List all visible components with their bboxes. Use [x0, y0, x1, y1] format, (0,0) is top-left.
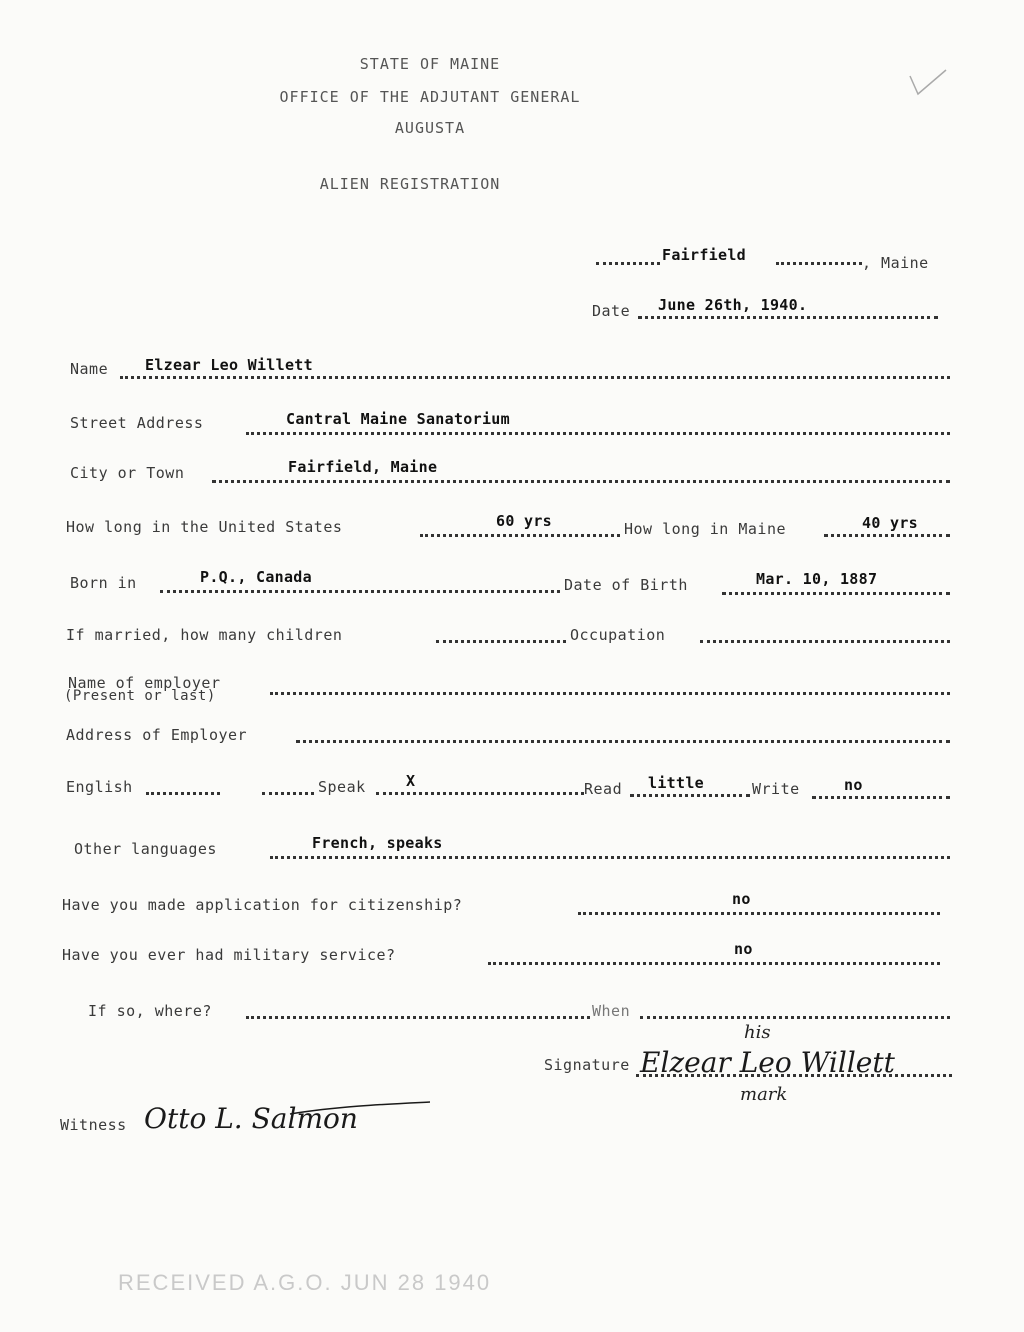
header-office: OFFICE OF THE ADJUTANT GENERAL — [279, 88, 581, 106]
street-leader — [246, 432, 950, 435]
citizenship-label: Have you made application for citizenship? — [62, 896, 463, 914]
citizenship-value: no — [732, 890, 751, 908]
birth-date-leader — [722, 592, 950, 595]
english-leader-1 — [146, 792, 220, 795]
form-title: ALIEN REGISTRATION — [319, 175, 501, 193]
born-value: P.Q., Canada — [200, 568, 312, 586]
city-value: Fairfield, Maine — [288, 458, 438, 476]
write-label: Write — [752, 780, 800, 798]
citizenship-leader — [578, 912, 940, 915]
read-leader — [630, 794, 750, 797]
maine-years-label: How long in Maine — [624, 520, 787, 538]
employer-label: Name of employer — [68, 674, 221, 692]
street-label: Street Address — [70, 414, 204, 432]
us-years-value: 60 yrs — [496, 512, 552, 530]
location-leader — [596, 262, 660, 265]
employer-sublabel: (Present or last) — [64, 688, 216, 704]
witness-label: Witness — [60, 1116, 127, 1134]
read-label: Read — [584, 780, 623, 798]
checkmark-icon — [908, 68, 948, 98]
witness-signature — [140, 1084, 440, 1144]
birth-date-label: Date of Birth — [564, 576, 688, 594]
location-state: , Maine — [862, 254, 929, 272]
employer-leader — [270, 692, 950, 695]
employer-address-label: Address of Employer — [66, 726, 248, 744]
maine-years-leader — [824, 534, 950, 537]
signature-name: Elzear Leo Willett — [640, 1046, 895, 1079]
born-label: Born in — [70, 574, 137, 592]
date-label: Date — [592, 302, 631, 320]
date-leader — [638, 316, 938, 319]
speak-leader — [376, 792, 584, 795]
employer-address-leader — [296, 740, 950, 743]
military-label: Have you ever had military service? — [62, 946, 396, 964]
children-label: If married, how many children — [66, 626, 343, 644]
signature-label: Signature — [544, 1056, 630, 1074]
us-years-leader — [420, 534, 620, 537]
city-label: City or Town — [70, 464, 185, 482]
write-leader — [812, 796, 950, 799]
other-languages-value: French, speaks — [312, 834, 443, 852]
street-value: Cantral Maine Sanatorium — [286, 410, 510, 428]
where-leader — [246, 1016, 590, 1019]
signature-mark: mark — [740, 1084, 788, 1105]
read-value: little — [648, 774, 704, 792]
signature-his: his — [744, 1022, 771, 1043]
speak-value: X — [406, 772, 416, 790]
witness-name: Otto L. Salmon — [144, 1102, 358, 1135]
born-leader — [160, 590, 560, 593]
other-languages-label: Other languages — [74, 840, 217, 858]
military-value: no — [734, 940, 753, 958]
maine-years-value: 40 yrs — [862, 514, 918, 532]
location-trailer — [776, 262, 862, 265]
city-leader — [212, 480, 950, 483]
name-leader — [120, 376, 950, 379]
header-city: AUGUSTA — [394, 119, 466, 137]
english-leader-2 — [262, 792, 314, 795]
location-town: Fairfield — [662, 246, 746, 264]
us-years-label: How long in the United States — [66, 518, 343, 536]
received-stamp: RECEIVED A.G.O. JUN 28 1940 — [118, 1270, 492, 1295]
other-languages-leader — [270, 856, 950, 859]
when-label: When — [592, 1002, 631, 1020]
date-value: June 26th, 1940. — [658, 296, 808, 314]
name-value: Elzear Leo Willett — [145, 356, 313, 374]
birth-date-value: Mar. 10, 1887 — [756, 570, 878, 588]
write-value: no — [844, 776, 863, 794]
english-label: English — [66, 778, 133, 796]
where-label: If so, where? — [88, 1002, 212, 1020]
header-state: STATE OF MAINE — [359, 55, 501, 73]
occupation-leader — [700, 640, 950, 643]
occupation-label: Occupation — [570, 626, 666, 644]
speak-label: Speak — [318, 778, 366, 796]
military-leader — [488, 962, 940, 965]
children-leader — [436, 640, 566, 643]
signature-handwriting — [636, 1016, 956, 1106]
name-label: Name — [70, 360, 109, 378]
